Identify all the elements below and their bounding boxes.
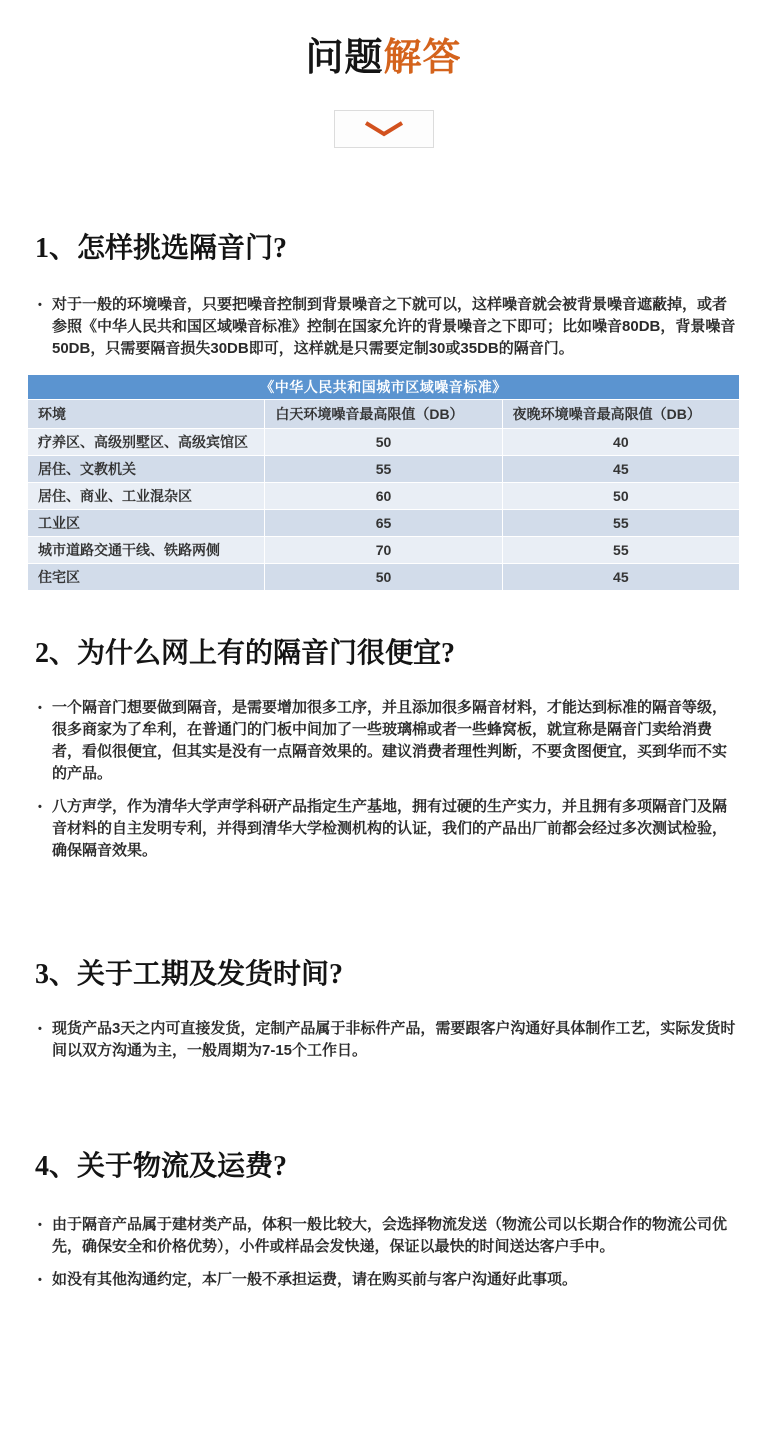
bullet-icon: • <box>38 299 42 311</box>
bullet-list <box>38 697 741 862</box>
section-title: 4、关于物流及运费? <box>35 1151 288 1182</box>
faq-section-2 <box>0 637 767 862</box>
table-cell-day: 60 <box>265 483 502 510</box>
table-cell-night: 55 <box>502 537 739 564</box>
table-cell-day: 50 <box>265 564 502 591</box>
bullet-item <box>38 294 741 360</box>
bullet-icon: • <box>38 702 42 714</box>
table-cell-day: 50 <box>265 429 502 456</box>
page-title-primary: 问题 <box>305 37 384 79</box>
page-title <box>0 34 767 82</box>
table-row <box>28 483 740 510</box>
faq-section-1 <box>0 232 767 591</box>
section-title: 1、怎样挑选隔音门? <box>35 233 288 264</box>
bullet-text: 现货产品3天之内可直接发货，定制产品属于非标件产品，需要跟客户沟通好具体制作工艺，实际发货时间以双方沟通为主，一般周期为7-15个工作日。 <box>52 1020 736 1059</box>
chevron-down-icon <box>362 120 406 138</box>
bullet-text: 如没有其他沟通约定，本厂一般不承担运费，请在购买前与客户沟通好此事项。 <box>52 1271 578 1288</box>
table-cell-env: 住宅区 <box>28 564 265 591</box>
bullet-item <box>38 1018 741 1062</box>
bullet-item <box>38 1214 741 1258</box>
table-cell-night: 50 <box>502 483 739 510</box>
table-row <box>28 429 740 456</box>
table-cell-night: 55 <box>502 510 739 537</box>
faq-section-4 <box>0 1150 767 1291</box>
bullet-text: 一个隔音门想要做到隔音，是需要增加很多工序，并且添加很多隔音材料，才能达到标准的隔音等级，很多商家为了牟利，在普通门的门板中间加了一些玻璃棉或者一些蜂窝板，就宣称是隔音门卖给消费者，看似很便宜，但其实是没有一点隔音效果的。建议消费者理性判断，不要贪图便宜，买到华而不实的产品。 <box>52 699 728 782</box>
bullet-item <box>38 796 741 862</box>
faq-page <box>0 34 767 1431</box>
section-title: 3、关于工期及发货时间? <box>35 959 344 990</box>
table-cell-night: 40 <box>502 429 739 456</box>
bullet-text: 对于一般的环境噪音，只要把噪音控制到背景噪音之下就可以，这样噪音就会被背景噪音遮蔽掉，或者参照《中华人民共和国区域噪音标准》控制在国家允许的背景噪音之下即可；比如噪音80DB，背景噪音50DB，只需要隔音损失30DB即可，这样就是只需要定制30或35DB的隔音门。 <box>52 296 736 357</box>
bullet-text: 八方声学，作为清华大学声学科研产品指定生产基地，拥有过硬的生产实力，并且拥有多项隔音门及隔音材料的自主发明专利，并得到清华大学检测机构的认证，我们的产品出厂前都会经过多次测试检验，确保隔音效果。 <box>52 798 728 859</box>
table-row <box>28 537 740 564</box>
bullet-item <box>38 1269 741 1291</box>
bullet-icon: • <box>38 1023 42 1035</box>
section-title: 2、为什么网上有的隔音门很便宜? <box>35 638 456 669</box>
table-title-row <box>28 375 740 400</box>
noise-standard-table <box>27 374 740 591</box>
table-row <box>28 564 740 591</box>
bullet-item <box>38 697 741 785</box>
bullet-icon: • <box>38 801 42 813</box>
table-cell-day: 55 <box>265 456 502 483</box>
table-header-cell-day: 白天环境噪音最高限值（DB） <box>265 400 502 429</box>
table-row <box>28 510 740 537</box>
table-cell-env: 居住、商业、工业混杂区 <box>28 483 265 510</box>
bullet-list <box>38 294 741 360</box>
bullet-icon: • <box>38 1219 42 1231</box>
table-cell-night: 45 <box>502 456 739 483</box>
page-title-accent: 解答 <box>383 37 462 79</box>
table-header-cell-env: 环境 <box>28 400 265 429</box>
table-cell-day: 70 <box>265 537 502 564</box>
table-cell-night: 45 <box>502 564 739 591</box>
bullet-list <box>38 1214 741 1291</box>
bullet-text: 由于隔音产品属于建材类产品，体积一般比较大，会选择物流发送（物流公司以长期合作的物流公司优先，确保安全和价格优势），小件或样品会发快递，保证以最快的时间送达客户手中。 <box>52 1216 728 1255</box>
table-cell-env: 工业区 <box>28 510 265 537</box>
table-title: 《中华人民共和国城市区域噪音标准》 <box>28 375 740 400</box>
table-header-cell-night: 夜晚环境噪音最高限值（DB） <box>502 400 739 429</box>
bullet-list <box>38 1018 741 1062</box>
table-row <box>28 456 740 483</box>
expand-button[interactable] <box>334 110 434 148</box>
table-cell-env: 城市道路交通干线、铁路两侧 <box>28 537 265 564</box>
table-header-row <box>28 400 740 429</box>
faq-section-3 <box>0 958 767 1062</box>
table-cell-day: 65 <box>265 510 502 537</box>
bullet-icon: • <box>38 1274 42 1286</box>
table-cell-env: 居住、文教机关 <box>28 456 265 483</box>
table-cell-env: 疗养区、高级别墅区、高级宾馆区 <box>28 429 265 456</box>
